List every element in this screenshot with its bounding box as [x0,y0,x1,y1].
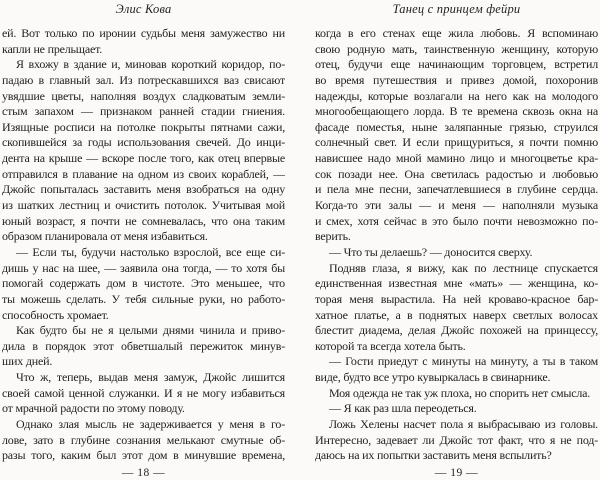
text-line: отправился в плавание на одном из своих кораблей, — [2,166,285,181]
text-line: капли не прельщает. [2,41,103,56]
text-line: Как будто бы не я целыми днями чинила и приво- [16,323,285,338]
text-line: многообещающего лорда. В те времена сквозь окна на [315,104,598,119]
text-line: увядшие цветы, наполняя воздух сладковатым земли- [2,88,285,103]
text-line: дишь у нас на шее, — заявила она тогда, — то хотя бы [2,260,285,275]
text-line: которой та всегда хотела быть. [315,338,466,353]
text-line: от мрачной радости по этому поводу. [2,401,185,416]
text-line: из шатких лестниц и очистить потолок. Учитывая мой [2,198,285,213]
text-line: способность хромает. [2,307,109,322]
text-line: падаю в главный зал. Из потрескавшихся ваз свисают [2,72,285,87]
text-line: Что ж, теперь, выдав меня замуж, Джойс лишится [16,370,285,385]
text-line: свою родную мать, таинственную женщину, которую [315,41,598,56]
page-number-right: — 19 — [434,466,479,479]
text-line: ей. Вот только по иронии судьбы меня замужество ни [2,26,285,40]
text-line: фасаде поместья, ныне заляпанные грязью, струился [315,119,598,134]
text-line: Изящные росписи на потолке покрыты пятнами сажи, [2,119,285,134]
text-line: верить. [315,229,351,244]
text-line: помогай содержать дом в чистоте. Это меньшее, что [2,276,285,291]
text-line: надежды, которые возлагали на него как на молодого [315,88,598,103]
text-line: — Что ты делаешь? — доносится сверху. [329,244,533,259]
text-line: и пела мне песни, запечатлевшиеся в глубине сердца. [315,182,598,197]
text-line: — Я как раз шла переодеться. [329,401,477,416]
text-line: и смех, хотя сейчас в это было почти невозможно по- [315,213,598,228]
text-line: образом планировала от меня избавиться. [2,229,208,244]
text-line: даюсь на их попытки заставить меня вспылить? [315,448,552,463]
running-header-author: Элис Кова [115,2,172,16]
text-line: Интересно, задевает ли Джойс тот факт, что я не под- [315,432,598,447]
text-line: ших дней. [2,354,53,369]
right-page[interactable] [315,3,598,478]
text-line: Моя одежда не так уж плоха, но спорить нет смысла. [329,385,591,400]
text-line: Джойс попыталась заставить меня взобраться на одну [2,182,285,197]
text-line: отец, будучи еще начинающим торговцем, встретил [315,57,598,72]
text-line: ты можешь сделать. У тебя сильные руки, но работо- [2,291,285,306]
text-line: единственная известная мне «мать» — женщина, ко- [315,276,598,291]
text-line: дила в порядок этот обветшалый пережиток минув- [2,338,285,353]
text-line: солнечный свет. И если прищуриться, я почти помню [315,135,598,150]
left-page-text [2,26,285,464]
right-page-text [315,26,598,464]
text-line: хатное платье, а в поднятых наверх светлых волосах [315,307,598,322]
text-line: нависшее надо мной мамино лицо и многоцветье кра- [315,151,598,166]
text-line: — Гости приедут с минуты на минуту, а ты в таком [329,354,598,369]
text-line: разы того, каким был этот дом в минувшие времена, [2,448,285,463]
text-line: скопившейся за годы использования свечей. До инци- [2,135,285,150]
page-number-left: — 18 — [121,466,166,479]
text-line: Я вхожу в здание и, миновав короткий коридор, по- [16,57,285,72]
text-line: своей самой ценной служанки. И я не могу избавиться [2,385,285,400]
text-line: когда в его стенах еще жила любовь. Я вспоминаю [315,26,598,40]
text-line: юный возраст, я почти не сомневалась, что она таким [2,213,285,228]
running-header-title: Танец с принцем фейри [392,2,521,16]
text-line: дента на крыше — вскоре после того, как отец впервые [2,151,285,166]
text-line: Подняв глаза, я вижу, как по лестнице спускается [329,260,598,275]
text-line: лове, зато в глубине сознания мелькают смутные об- [2,432,285,447]
text-line: Однако злая мысль не задерживается у меня в го- [16,417,285,432]
text-line: — Если ты, будучи настолько взрослой, все еще си- [16,244,285,259]
left-page[interactable] [2,3,285,478]
text-line: Когда-то эти залы — и меня — наполняли музыка [315,198,598,213]
text-line: торая меня вырастила. На ней кроваво-красное бар- [315,291,598,306]
text-line: стым запахом — признаком ранней стадии гниения. [2,104,285,119]
text-line: во время путешествия и привез домой, похоронив [315,72,598,87]
text-line: виде, будто все утро кувыркалась в свинарнике. [315,370,551,385]
text-line: блестит диадема, делая Джойс похожей на принцессу, [315,323,598,338]
text-line: Ложь Хелены насчет пола я выбрасываю из головы. [329,417,598,432]
text-line: сок позади нее. Она светилась радостью и любовью [315,166,598,181]
